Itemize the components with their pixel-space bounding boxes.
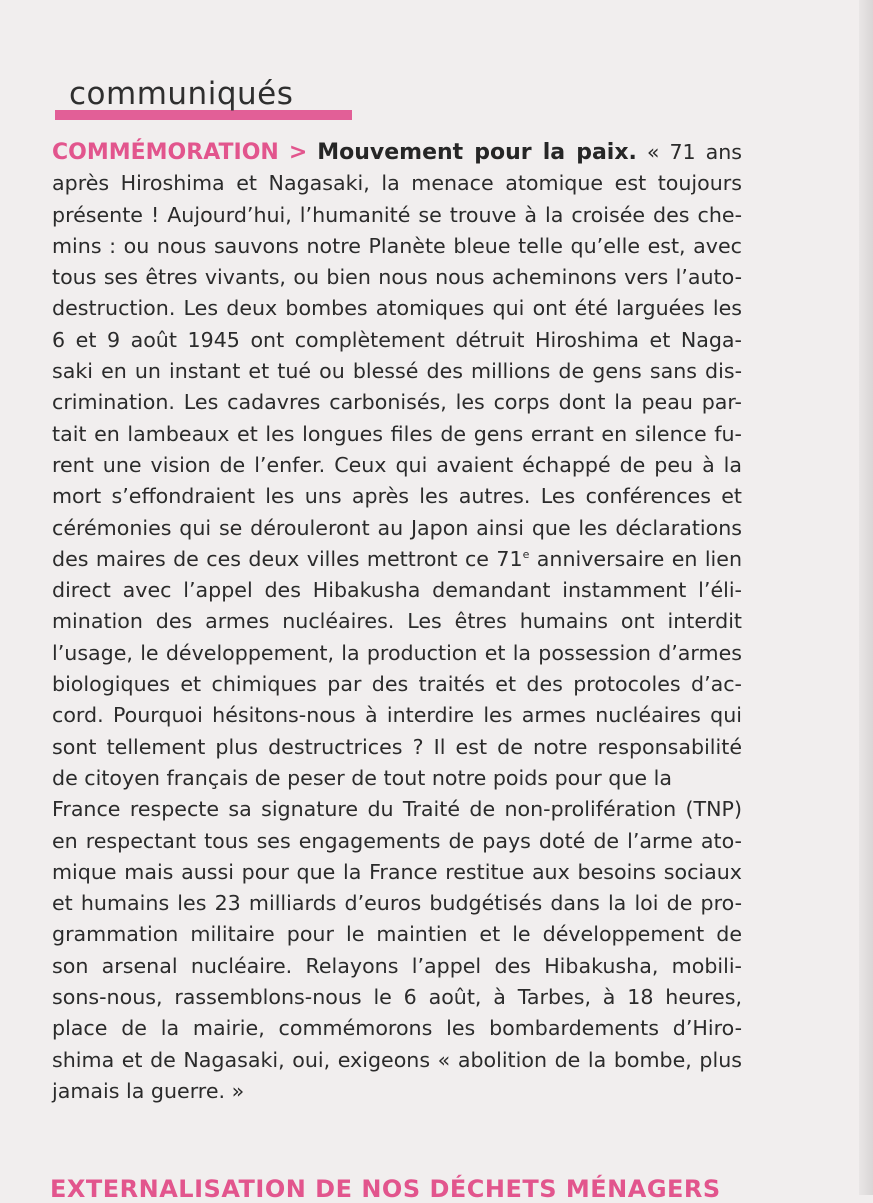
article-line: présente ! Aujourd’hui, l’humanité se trouve à la croisée des che- [52, 202, 742, 227]
article-line: direct avec l’appel des Hibakusha demandant instamment l’éli- [52, 578, 742, 603]
article-line: rent une vision de l’enfer. Ceux qui avaient échappé de peu à la [52, 452, 742, 477]
article-line: cord. Pourquoi hésitons-nous à interdire les armes nucléaires qui [52, 703, 742, 728]
article-kicker: COMMÉMORATION [52, 140, 279, 165]
article-line: sont tellement plus destructrices ? Il est de notre responsabilité [52, 734, 742, 759]
article-line: jamais la guerre. » [52, 1078, 245, 1103]
article-lead: Mouvement pour la paix. [317, 140, 637, 165]
article-line: sons-nous, rassemblons-nous le 6 août, à Tarbes, à 18 heures, [52, 985, 742, 1010]
article-line: tait en lambeaux et les longues files de gens errant en silence fu- [52, 421, 742, 446]
article-line: place de la mairie, commémorons les bombardements d’Hiro- [52, 1016, 742, 1041]
article-line: son arsenal nucléaire. Relayons l’appel des Hibakusha, mobili- [52, 953, 742, 978]
article-line: grammation militaire pour le maintien et le développement de [52, 922, 742, 947]
article-line: saki en un instant et tué ou blessé des millions de gens sans dis- [52, 359, 742, 384]
article-body [52, 137, 742, 1107]
article-line: mination des armes nucléaires. Les êtres humains ont interdit [52, 609, 742, 634]
article-line: l’usage, le développement, la production et la possession d’armes [52, 640, 742, 665]
article-line: mort s’effondraient les uns après les autres. Les conférences et [52, 484, 742, 509]
next-article-heading: EXTERNALISATION DE NOS DÉCHETS MÉNAGERS [50, 1175, 721, 1203]
article-line [52, 544, 742, 575]
article-line: 6 et 9 août 1945 ont complètement détruit Hiroshima et Naga- [52, 327, 742, 352]
article-line: France respecte sa signature du Traité de non-prolifération (TNP) [52, 797, 742, 822]
article-line: après Hiroshima et Nagasaki, la menace atomique est toujours [52, 171, 742, 196]
article-line-text: « 71 ans [646, 140, 743, 164]
section-header [55, 72, 352, 124]
ordinal-superscript: e [522, 548, 530, 561]
kicker-arrow: > [288, 140, 308, 165]
article-line-text: anniversaire en lien [529, 546, 742, 571]
article-line: mins : ou nous sauvons notre Planète bleue telle qu’elle est, avec [52, 233, 742, 258]
paper-edge [859, 0, 873, 1195]
article-line: tous ses êtres vivants, ou bien nous nous acheminons vers l’auto- [52, 265, 742, 290]
article-line: crimination. Les cadavres carbonisés, les corps dont la peau par- [52, 390, 742, 415]
article-line [52, 137, 742, 168]
article-line: mique mais aussi pour que la France restitue aux besoins sociaux [52, 859, 742, 884]
article-line: de citoyen français de peser de tout notre poids pour que la [52, 765, 672, 790]
article-line: en respectant tous ses engagements de pays doté de l’arme ato- [52, 828, 742, 853]
article-line: destruction. Les deux bombes atomiques qui ont été larguées les [52, 296, 742, 321]
article-line: biologiques et chimiques par des traités et des protocoles d’ac- [52, 672, 742, 697]
article-line: cérémonies qui se dérouleront au Japon ainsi que les déclarations [52, 515, 742, 540]
article-line-text: des maires de ces deux villes mettront ce 71 [52, 546, 523, 571]
article-line: shima et de Nagasaki, oui, exigeons « abolition de la bombe, plus [52, 1047, 742, 1072]
section-title: communiqués [69, 76, 294, 112]
article-line: et humains les 23 milliards d’euros budgétisés dans la loi de pro- [52, 891, 742, 916]
